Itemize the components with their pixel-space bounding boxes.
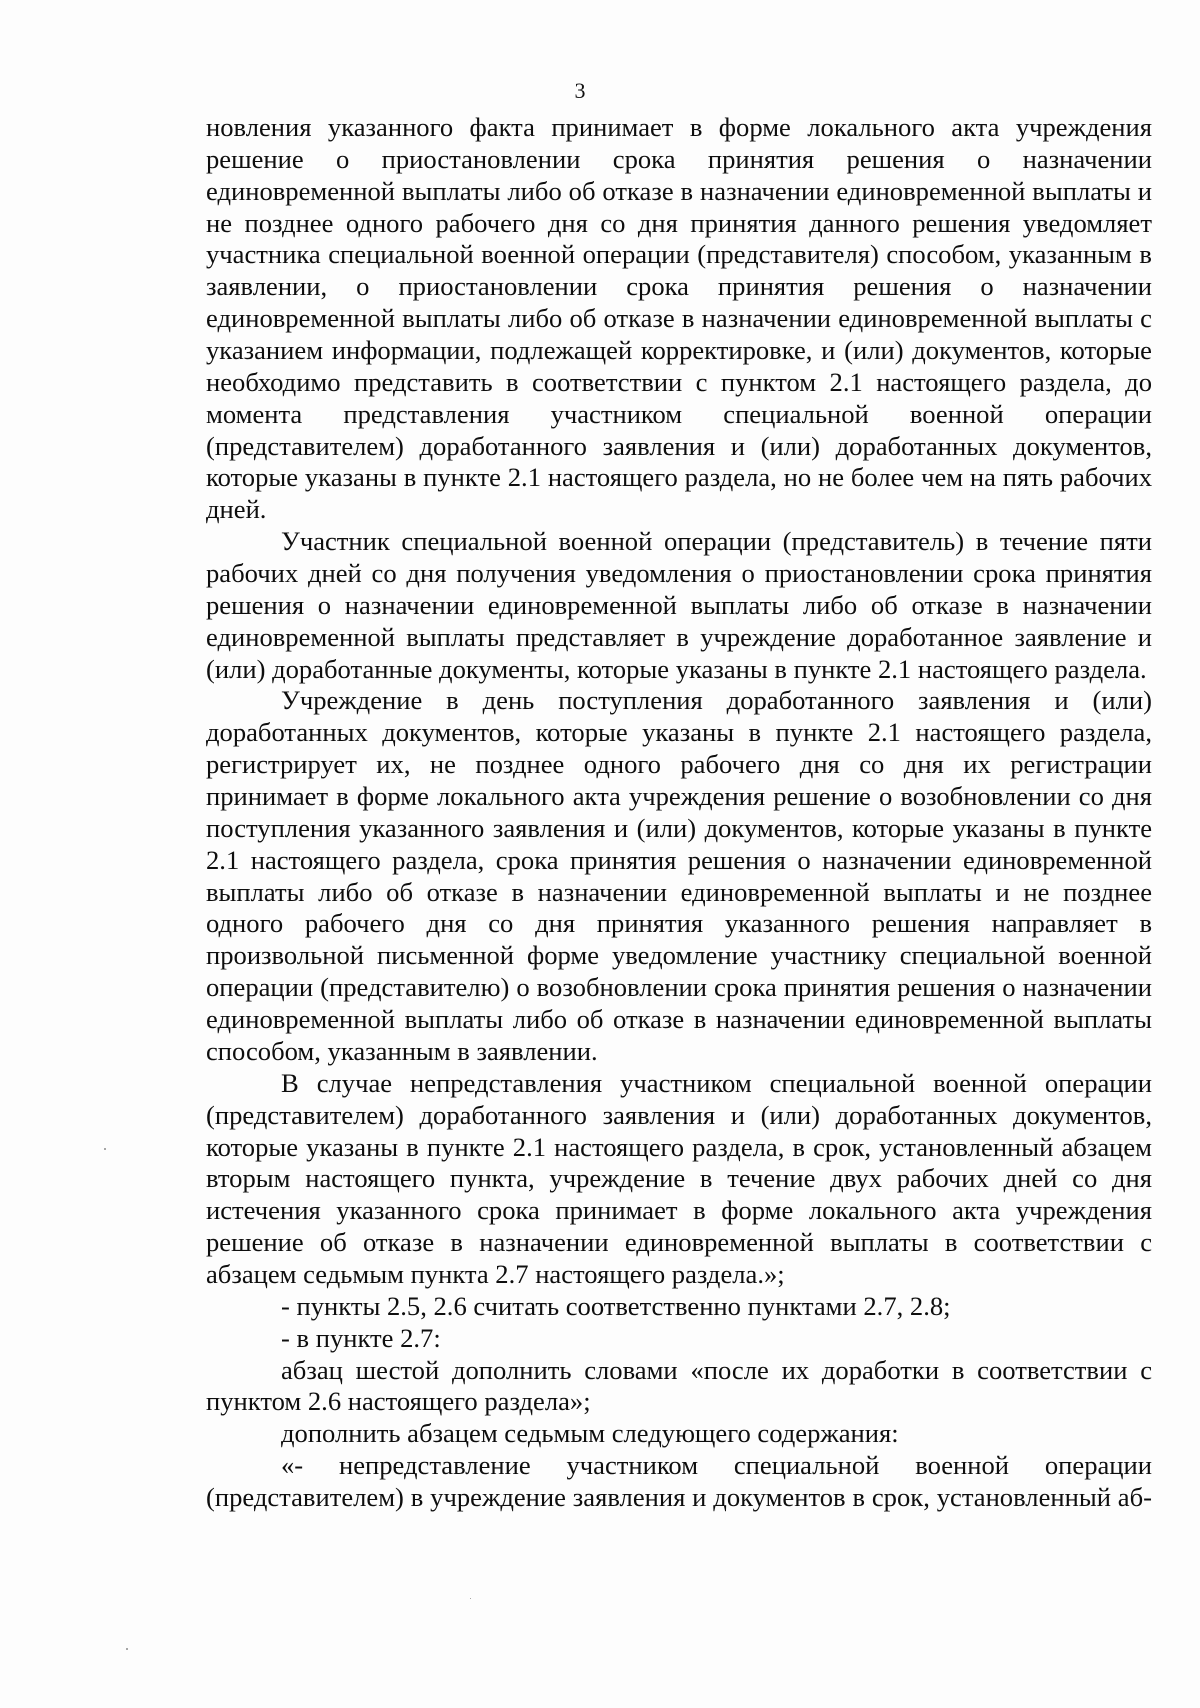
scan-speck: [104, 1148, 106, 1150]
paragraph-institution-resumption: Учреждение в день поступления доработанного заявления и (или) доработанных документов, которые указаны в пункте 2.1 настоящего раздела, регистрирует их, не позднее одного рабочего дня со дня их регистрации принимает в форме локального акта учреждения решение о возобновлении со дня поступления указанного заявления и (или) документов, которые указаны в пункте 2.1 настоящего раздела, срока принятия решения о назначении единовременной выплаты либо об отказе в назначении единовременной выплаты и не позднее одного рабочего дня со дня принятия указанного решения направляет в произвольной письменной форме уведомление участнику специальной военной операции (представителю) о возобновлении срока принятия решения о назначении единовременной выплаты либо об отказе в назначении единовременной выплаты способом, указанным в заявлении.: [206, 685, 1152, 1066]
paragraph-continuation: новления указанного факта принимает в форме локального акта учреждения решение о приостановлении срока принятия решения о назначении единовременной выплаты либо об отказе в назначении единовременной выплаты и не позднее одного рабочего дня со дня принятия данного решения уведомляет участника специальной военной операции (представителя) способом, указанным в заявлении, о приостановлении срока принятия решения о назначении единовременной выплаты либо об отказе в назначении единовременной выплаты с указанием информации, подлежащей корректировке, и (или) документов, которые необходимо представить в соответствии с пунктом 2.1 настоящего раздела, до момента представления участником специальной военной операции (представителем) доработанного заявления и (или) доработанных документов, которые указаны в пункте 2.1 настоящего раздела, но не более чем на пять рабочих дней.: [206, 112, 1152, 525]
document-body: [206, 112, 1152, 1514]
scan-speck: [126, 1648, 128, 1650]
scan-speck: [470, 1598, 471, 1599]
paragraph-abzats-six: абзац шестой дополнить словами «после их доработки в соответствии с пунктом 2.6 настоящего раздела»;: [206, 1354, 1152, 1417]
paragraph-participant-resubmission: Участник специальной военной операции (представитель) в течение пяти рабочих дней со дня получения уведомления о приостановлении срока принятия решения о назначении единовременной выплаты либо об отказе в назначении единовременной выплаты представляет в учреждение доработанное заявление и (или) доработанные документы, которые указаны в пункте 2.1 настоящего раздела.: [206, 526, 1152, 684]
paragraph-point-2-7: - в пункте 2.7:: [281, 1322, 441, 1353]
paragraph-add-abzats-seven: дополнить абзацем седьмым следующего содержания:: [281, 1418, 899, 1449]
page-number: 3: [574, 78, 586, 103]
paragraph-new-text: «- непредставление участником специальной военной операции (представителем) в учреждение заявления и документов в срок, установленный аб-: [206, 1450, 1152, 1512]
paragraph-non-submission: В случае непредставления участником специальной военной операции (представителем) доработанного заявления и (или) доработанных документов, которые указаны в пункте 2.1 настоящего раздела, в срок, установленный абзацем вторым настоящего пункта, учреждение в течение двух рабочих дней со дня истечения указанного срока принимает в форме локального акта учреждения решение об отказе в назначении единовременной выплаты в соответствии с абзацем седьмым пункта 2.7 настоящего раздела.»;: [206, 1067, 1152, 1289]
paragraph-renumbering: - пункты 2.5, 2.6 считать соответственно пунктами 2.7, 2.8;: [281, 1290, 951, 1321]
